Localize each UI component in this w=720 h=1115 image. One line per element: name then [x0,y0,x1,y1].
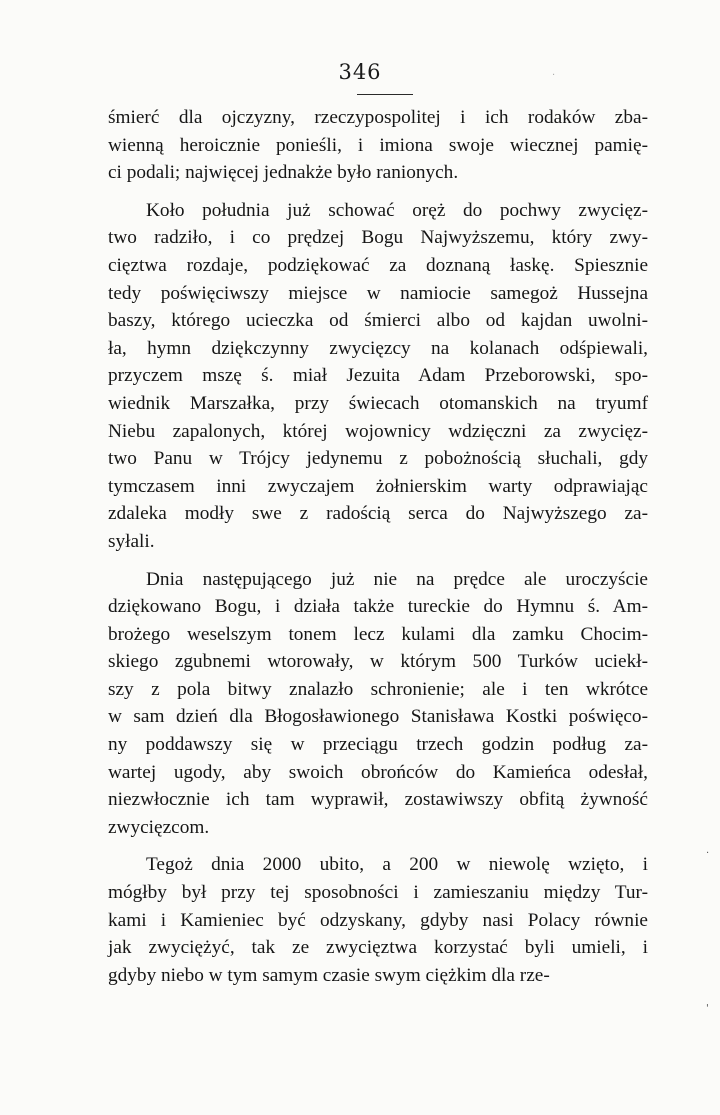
margin-speck: ' [706,1003,709,1014]
text-line: tymczasem inni zwyczajem żołnierskim warty odprawiając [108,475,648,497]
text-line: ci podali; najwięcej jednakże było ranionych. [108,162,459,184]
text-line: brożego weselszym tonem lecz kulami dla zamku Chocim- [108,623,648,645]
paragraph-gap [108,556,648,566]
body-text [108,104,648,989]
text-line: skiego zgubnemi wtorowały, w którym 500 Turków uciekł- [108,651,648,673]
text-line: śmierć dla ojczyzny, rzeczypospolitej i ich rodaków zba- [108,107,648,128]
text-line: Niebu zapalonych, której wojownicy wdzięczni za zwycięz- [108,420,648,442]
text-line: two radziło, i co prędzej Bogu Najwyższemu, który zwy- [108,227,648,249]
text-line: w sam dzień dla Błogosławionego Stanisława Kostki poświęco- [108,706,648,728]
text-line: kami i Kamieniec być odzyskany, gdyby nasi Polacy równie [108,909,648,931]
page-number-underline [357,94,413,95]
text-line: dziękowano Bogu, i działa także tureckie do Hymnu ś. Am- [108,596,648,618]
text-line: gdyby niebo w tym samym czasie swym ciężkim dla rze- [108,964,550,986]
text-line: szy z pola bitwy znalazło schronienie; ale i ten wkrótce [108,678,648,700]
text-line: ny poddawszy się w przeciągu trzech godzin podług za- [108,734,648,756]
text-line: wiednik Marszałka, przy świecach otomanskich na tryumf [108,392,648,414]
margin-speck: · [706,848,710,859]
margin-speck: · [552,70,556,81]
paragraph-gap [108,841,648,851]
page-number: 346 [338,60,382,84]
text-line: zwycięzcom. [108,816,210,838]
text-line: ła, hymn dziękczynny zwycięzcy na kolanach odśpiewali, [108,337,648,359]
paragraph [108,197,648,556]
text-line: jak zwyciężyć, tak ze zwycięztwa korzystać byli umieli, i [108,937,648,959]
paragraph [108,104,648,187]
text-line: tedy poświęciwszy miejsce w namiocie samegoż Hussejna [108,282,648,304]
text-line: wienną heroicznie ponieśli, i imiona swoje wiecznej pamię- [108,134,648,156]
text-line: Tegoż dnia 2000 ubito, a 200 w niewolę wzięto, i [146,854,648,876]
text-line: mógłby był przy tej sposobności i zamieszaniu między Tur- [108,882,648,904]
text-line: syłali. [108,530,155,552]
paragraph [108,566,648,842]
text-line: baszy, którego ucieczka od śmierci albo od kajdan uwolni- [108,310,648,332]
paragraph [108,851,648,989]
text-line: wartej ugody, aby swoich obrońców do Kamieńca odesłał, [108,761,648,783]
text-line: cięztwa rozdaje, podziękować za doznaną łaskę. Spiesznie [108,254,648,276]
text-line: Dnia następującego już nie na prędce ale uroczyście [146,568,648,590]
text-line: Koło południa już schować oręż do pochwy zwycięz- [146,199,648,221]
text-line: niezwłocznie ich tam wyprawił, zostawiwszy obfitą żywność [108,789,648,811]
text-line: two Panu w Trójcy jedynemu z pobożnością słuchali, gdy [108,448,648,470]
paragraph-gap [108,187,648,197]
text-line: zdaleka modły swe z radością serca do Najwyższego za- [108,503,648,525]
text-line: przyczem mszę ś. miał Jezuita Adam Przeborowski, spo- [108,365,648,387]
